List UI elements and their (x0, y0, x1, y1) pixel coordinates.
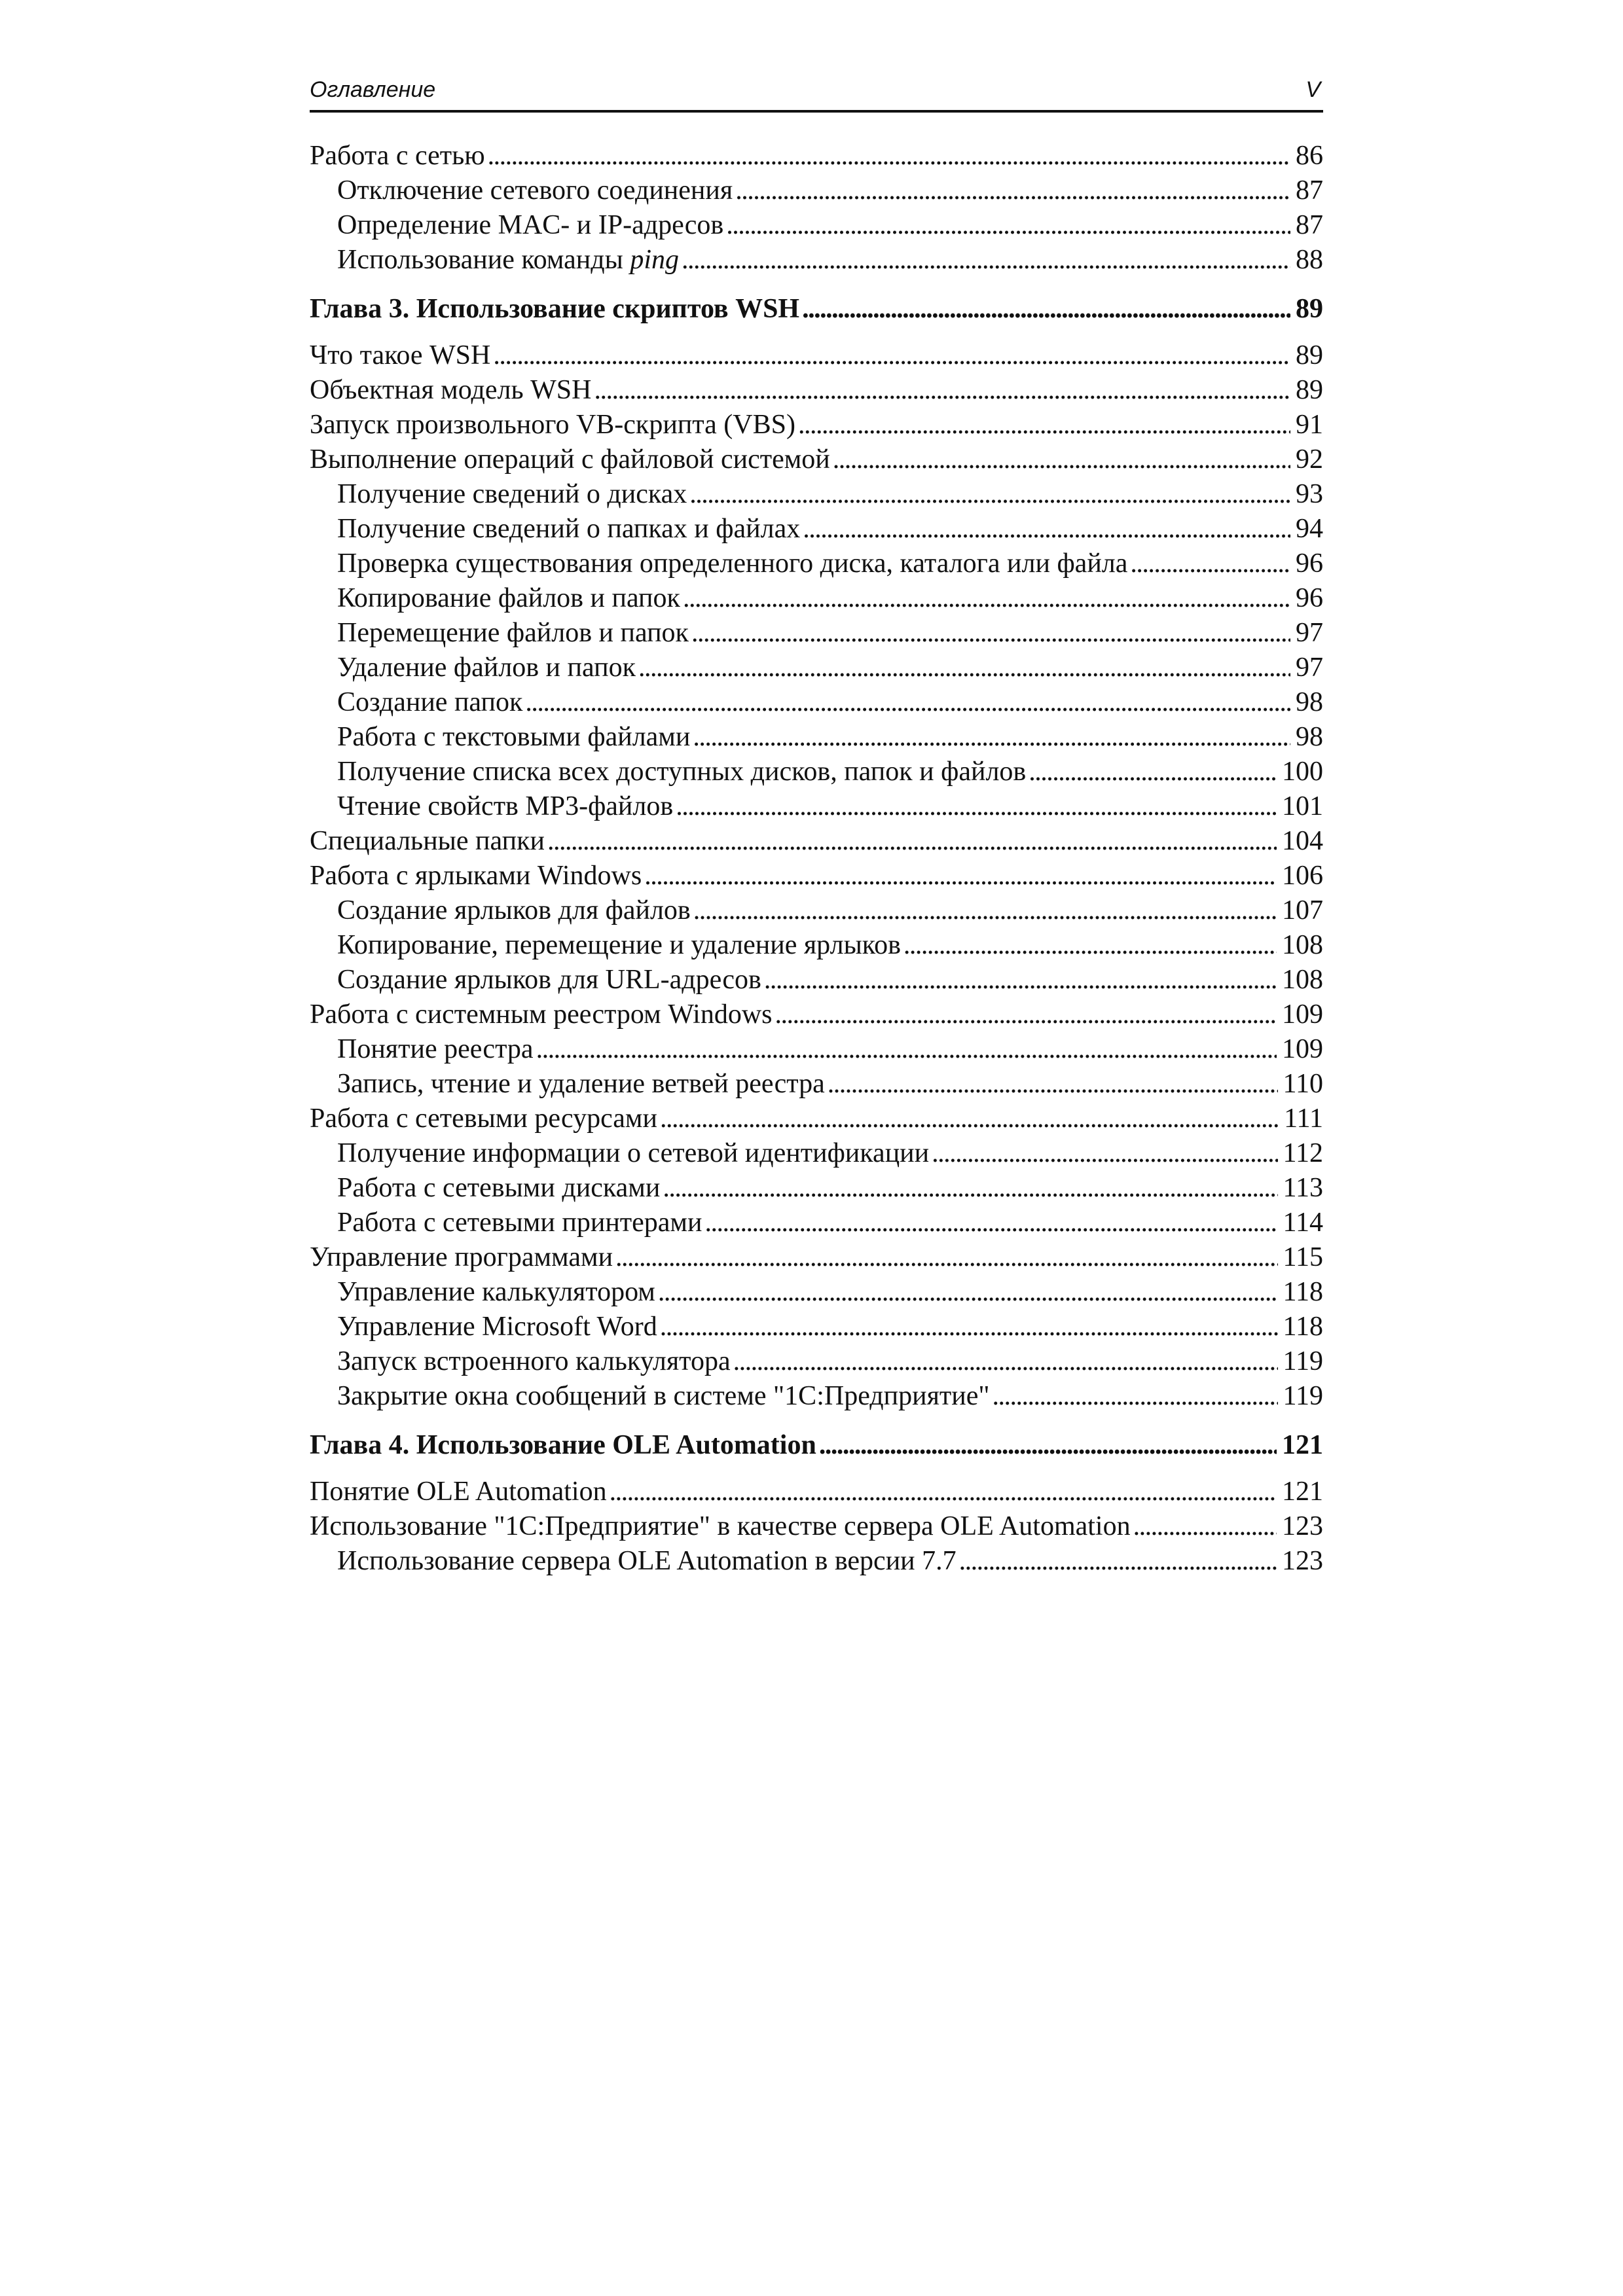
dot-leader (903, 928, 1277, 963)
toc-entry-page: 89 (1296, 340, 1323, 370)
toc-subentry[interactable] (310, 651, 1323, 685)
toc-entry-title (337, 243, 682, 278)
dot-leader (691, 616, 1290, 651)
toc-entry[interactable] (310, 1102, 1323, 1136)
table-of-contents (310, 139, 1323, 1579)
toc-entry-title: Использование "1С:Предприятие" в качестве сервера OLE Automation (310, 1511, 1131, 1541)
dot-leader (819, 1428, 1277, 1463)
toc-entry-page: 119 (1283, 1346, 1323, 1376)
toc-entry-page: 123 (1282, 1546, 1323, 1576)
toc-entry-page: 109 (1282, 1034, 1323, 1064)
dot-leader (536, 1032, 1277, 1067)
dot-leader (525, 685, 1290, 720)
toc-entry-page: 88 (1296, 245, 1323, 275)
toc-entry-page: 94 (1296, 514, 1323, 544)
toc-entry[interactable] (310, 373, 1323, 408)
toc-subentry[interactable] (310, 1310, 1323, 1344)
toc-entry-page: 104 (1282, 826, 1323, 856)
dot-leader (733, 1344, 1278, 1379)
toc-subentry[interactable] (310, 173, 1323, 208)
toc-entry[interactable] (310, 139, 1323, 173)
toc-entry-page: 118 (1283, 1277, 1323, 1307)
toc-entry-title: Получение сведений о дисках (337, 479, 687, 509)
toc-entry-title: Что такое WSH (310, 340, 491, 370)
toc-entry[interactable] (310, 1240, 1323, 1275)
toc-subentry[interactable] (310, 1344, 1323, 1379)
toc-chapter-3-entries (310, 338, 1323, 1414)
dot-leader (683, 581, 1290, 616)
toc-entry-page: 86 (1296, 141, 1323, 171)
toc-subentry[interactable] (310, 1136, 1323, 1171)
toc-entry-title: Управление программами (310, 1242, 613, 1272)
toc-entry-title-italic: ping (630, 245, 680, 275)
toc-entry-title: Закрытие окна сообщений в системе "1С:Предприятие" (337, 1381, 990, 1411)
dot-leader (704, 1206, 1277, 1240)
toc-entry-page: 87 (1296, 210, 1323, 240)
toc-entry-page: 111 (1284, 1103, 1323, 1134)
toc-subentry[interactable] (310, 928, 1323, 963)
dot-leader (993, 1379, 1278, 1414)
toc-subentry[interactable] (310, 1275, 1323, 1310)
dot-leader (493, 338, 1290, 373)
dot-leader (932, 1136, 1277, 1171)
toc-entry-page: 118 (1283, 1312, 1323, 1342)
toc-entry[interactable] (310, 338, 1323, 373)
toc-subentry[interactable] (310, 616, 1323, 651)
toc-entry-page: 119 (1283, 1381, 1323, 1411)
toc-entry-title: Чтение свойств MP3-файлов (337, 791, 674, 821)
toc-subentry[interactable] (310, 477, 1323, 512)
dot-leader (693, 893, 1277, 928)
toc-entry-page: 112 (1283, 1138, 1323, 1168)
toc-entry-page: 97 (1296, 618, 1323, 648)
toc-entry[interactable] (310, 1475, 1323, 1509)
toc-entry[interactable] (310, 997, 1323, 1032)
toc-subentry[interactable] (310, 685, 1323, 720)
toc-entry-title-prefix: Использование команды (337, 245, 630, 275)
toc-entry-title: Использование сервера OLE Automation в версии 7.7 (337, 1546, 957, 1576)
toc-entry-page: 113 (1283, 1173, 1323, 1203)
toc-entry-page: 87 (1296, 175, 1323, 206)
toc-entry-page: 107 (1282, 895, 1323, 925)
toc-entry-title: Объектная модель WSH (310, 375, 592, 405)
toc-entry-title: Работа с сетевыми принтерами (337, 1208, 702, 1238)
toc-entry-page: 114 (1283, 1208, 1323, 1238)
toc-entry-title: Работа с ярлыками Windows (310, 861, 642, 891)
toc-subentry[interactable] (310, 755, 1323, 789)
header-title: Оглавление (310, 77, 436, 102)
toc-entry-title: Управление Microsoft Word (337, 1312, 657, 1342)
toc-entry-page: 108 (1282, 965, 1323, 995)
toc-entry-page: 100 (1282, 757, 1323, 787)
toc-entry-title: Копирование файлов и папок (337, 583, 680, 613)
dot-leader (735, 173, 1290, 208)
toc-entry-page: 108 (1282, 930, 1323, 960)
toc-entry-title: Создание ярлыков для URL-адресов (337, 965, 761, 995)
toc-entry-page: 97 (1296, 653, 1323, 683)
toc-subentry[interactable] (310, 1032, 1323, 1067)
toc-subentry[interactable] (310, 1171, 1323, 1206)
toc-chapter-title: Глава 4. Использование OLE Automation (310, 1430, 816, 1460)
toc-entry-title: Определение MAC- и IP-адресов (337, 210, 724, 240)
toc-subentry[interactable] (310, 963, 1323, 997)
toc-entry-title: Получение сведений о папках и файлах (337, 514, 801, 544)
toc-entry-page: 89 (1296, 375, 1323, 405)
toc-entry-title: Удаление файлов и папок (337, 653, 636, 683)
toc-subentry[interactable] (310, 1206, 1323, 1240)
dot-leader (959, 1544, 1277, 1579)
toc-subentry[interactable] (310, 720, 1323, 755)
toc-entry-title: Работа с сетевыми ресурсами (310, 1103, 657, 1134)
toc-chapter-title: Глава 3. Использование скриптов WSH (310, 294, 800, 324)
toc-subentry[interactable] (310, 1544, 1323, 1579)
toc-chapter-3[interactable] (310, 292, 1323, 327)
toc-entry-page: 91 (1296, 410, 1323, 440)
header-page-number: V (1305, 77, 1321, 102)
toc-entry-page: 93 (1296, 479, 1323, 509)
toc-entry-page: 92 (1296, 444, 1323, 475)
toc-entry-title: Работа с системным реестром Windows (310, 999, 773, 1030)
toc-entry-title: Отключение сетевого соединения (337, 175, 733, 206)
dot-leader (726, 208, 1290, 243)
toc-entry-title: Запуск произвольного VB-скрипта (VBS) (310, 410, 795, 440)
toc-chapter-page: 89 (1296, 294, 1323, 324)
toc-subentry[interactable] (310, 1379, 1323, 1414)
toc-entry-page: 109 (1282, 999, 1323, 1030)
toc-subentry[interactable] (310, 1067, 1323, 1102)
toc-entry-page: 110 (1283, 1069, 1323, 1099)
toc-entry-title: Работа с сетью (310, 141, 485, 171)
toc-entry-title: Работа с текстовыми файлами (337, 722, 691, 752)
dot-leader (1029, 755, 1277, 789)
toc-entry-title: Понятие OLE Automation (310, 1477, 607, 1507)
dot-leader (682, 243, 1290, 278)
toc-entry-page: 106 (1282, 861, 1323, 891)
dot-leader (833, 442, 1290, 477)
dot-leader (638, 651, 1290, 685)
dot-leader (488, 139, 1290, 173)
toc-entry[interactable] (310, 859, 1323, 893)
toc-entry[interactable] (310, 824, 1323, 859)
dot-leader (644, 859, 1277, 893)
toc-entry-title: Получение информации о сетевой идентификации (337, 1138, 930, 1168)
toc-entry[interactable] (310, 442, 1323, 477)
toc-subentry[interactable] (310, 208, 1323, 243)
toc-entry-page: 121 (1282, 1477, 1323, 1507)
toc-entry-title: Специальные папки (310, 826, 545, 856)
toc-entry-title: Понятие реестра (337, 1034, 534, 1064)
toc-entry-title: Управление калькулятором (337, 1277, 655, 1307)
dot-leader (802, 292, 1290, 327)
toc-entry-title: Запись, чтение и удаление ветвей реестра (337, 1069, 825, 1099)
toc-subentry[interactable] (310, 512, 1323, 547)
toc-subentry[interactable] (310, 547, 1323, 581)
dot-leader (1133, 1509, 1277, 1544)
toc-entry-page: 96 (1296, 583, 1323, 613)
toc-entry-title: Копирование, перемещение и удаление ярлыков (337, 930, 901, 960)
dot-leader (663, 1171, 1277, 1206)
toc-entry-title: Создание ярлыков для файлов (337, 895, 691, 925)
dot-leader (676, 789, 1277, 824)
toc-entry[interactable] (310, 408, 1323, 442)
dot-leader (658, 1275, 1278, 1310)
dot-leader (594, 373, 1290, 408)
toc-chapter-4-entries (310, 1475, 1323, 1579)
toc-entry-page: 123 (1282, 1511, 1323, 1541)
toc-entry-page: 98 (1296, 687, 1323, 717)
toc-entry-title: Создание папок (337, 687, 523, 717)
toc-entry-title: Выполнение операций с файловой системой (310, 444, 830, 475)
dot-leader (689, 477, 1290, 512)
dot-leader (803, 512, 1290, 547)
dot-leader (798, 408, 1290, 442)
dot-leader (775, 997, 1277, 1032)
toc-chapter-4[interactable] (310, 1428, 1323, 1463)
dot-leader (660, 1102, 1279, 1136)
dot-leader (615, 1240, 1278, 1275)
toc-chapter-page: 121 (1282, 1430, 1323, 1460)
toc-subentry[interactable] (310, 243, 1323, 278)
toc-entry[interactable] (310, 1509, 1323, 1544)
toc-entry-page: 98 (1296, 722, 1323, 752)
toc-subentry[interactable] (310, 789, 1323, 824)
toc-subentry[interactable] (310, 893, 1323, 928)
dot-leader (547, 824, 1277, 859)
toc-entry-title: Перемещение файлов и папок (337, 618, 689, 648)
dot-leader (660, 1310, 1278, 1344)
dot-leader (1130, 547, 1290, 581)
dot-leader (610, 1475, 1277, 1509)
running-header (310, 73, 1323, 113)
dot-leader (828, 1067, 1278, 1102)
toc-entry-page: 101 (1282, 791, 1323, 821)
toc-entry-title: Получение списка всех доступных дисков, папок и файлов (337, 757, 1027, 787)
toc-entry-page: 96 (1296, 548, 1323, 579)
toc-entry-page: 115 (1283, 1242, 1323, 1272)
toc-subentry[interactable] (310, 581, 1323, 616)
toc-entry-title: Запуск встроенного калькулятора (337, 1346, 731, 1376)
toc-entry-title: Проверка существования определенного диска, каталога или файла (337, 548, 1128, 579)
dot-leader (693, 720, 1290, 755)
dot-leader (764, 963, 1277, 997)
toc-entry-title: Работа с сетевыми дисками (337, 1173, 661, 1203)
